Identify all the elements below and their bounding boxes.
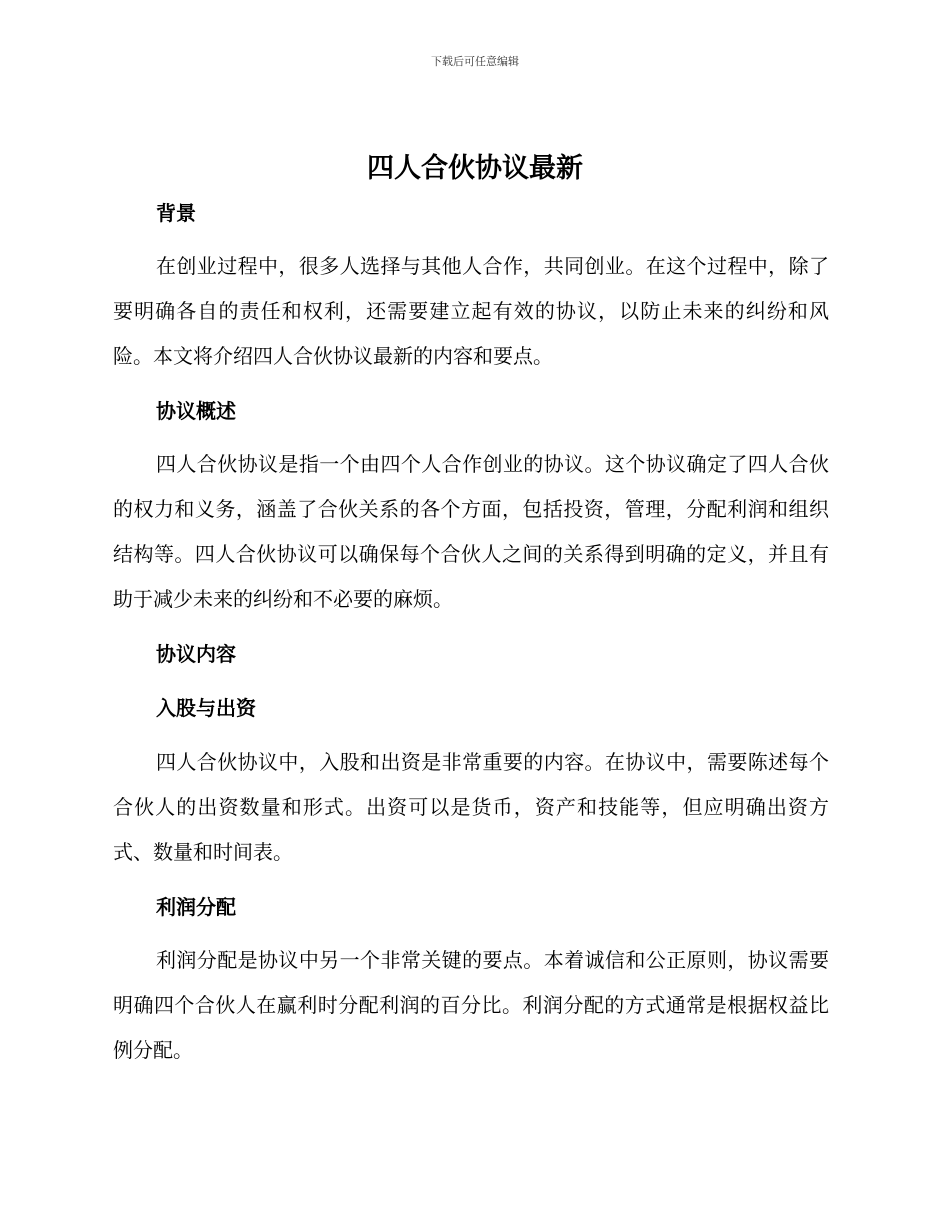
document-title: 四人合伙协议最新: [367, 153, 583, 184]
section-paragraph-profit-distribution: 利润分配是协议中另一个非常关键的要点。本着诚信和公正原则，协议需要明确四个合伙人在赢利时分配利润的百分比。利润分配的方式通常是根据权益比例分配。: [113, 948, 829, 1062]
section-paragraph-capital-contribution: 四人合伙协议中，入股和出资是非常重要的内容。在协议中，需要陈述每个合伙人的出资数量和形式。出资可以是货币，资产和技能等，但应明确出资方式、数量和时间表。: [113, 750, 829, 864]
section-heading-capital-contribution: 入股与出资: [156, 696, 256, 720]
section-paragraph-overview: 四人合伙协议是指一个由四个人合作创业的协议。这个协议确定了四人合伙的权力和义务，涵盖了合伙关系的各个方面，包括投资，管理，分配利润和组织结构等。四人合伙协议可以确保每个合伙人之间的关系得到明确的定义，并且有助于减少未来的纠纷和不必要的麻烦。: [113, 452, 829, 611]
page-header-note: 下载后可任意编辑: [431, 55, 519, 68]
section-heading-contents: 协议内容: [156, 642, 236, 666]
section-heading-profit-distribution: 利润分配: [156, 895, 236, 919]
section-heading-overview: 协议概述: [156, 399, 236, 423]
section-heading-background: 背景: [156, 201, 196, 225]
section-paragraph-background: 在创业过程中，很多人选择与其他人合作，共同创业。在这个过程中，除了要明确各自的责任和权利，还需要建立起有效的协议，以防止未来的纠纷和风险。本文将介绍四人合伙协议最新的内容和要点。: [113, 254, 829, 368]
